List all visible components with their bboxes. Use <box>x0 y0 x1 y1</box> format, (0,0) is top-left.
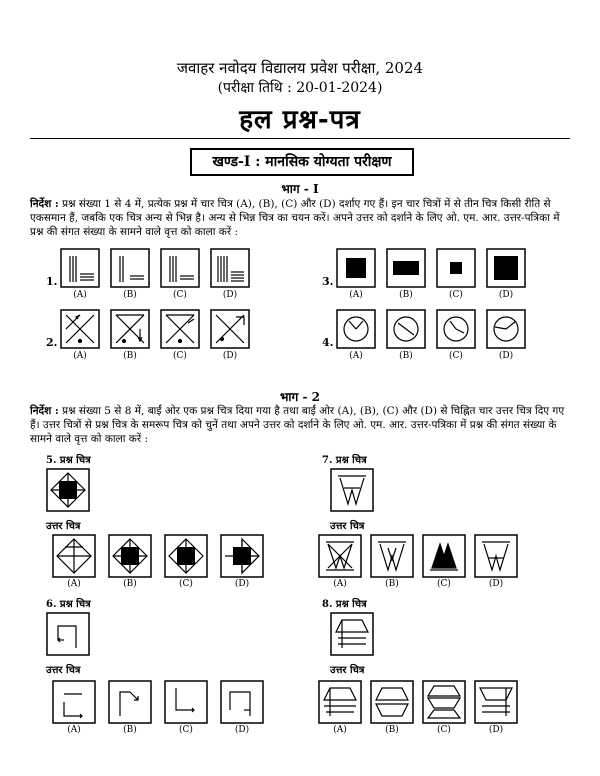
q2-label-b: (B) <box>123 351 137 361</box>
q5-option-d-figure <box>220 534 264 578</box>
q5-answer-label: उत्तर चित्र <box>46 521 81 532</box>
q5-question-figure <box>46 468 90 512</box>
q6-option-c-figure <box>164 680 208 724</box>
q5-option-a-figure <box>52 534 96 578</box>
q7-option-a-figure <box>318 534 362 578</box>
q6-label-a: (A) <box>67 725 81 735</box>
q4-option-a-figure <box>336 309 376 349</box>
q7-label-a: (A) <box>333 579 347 589</box>
q2-option-d-figure <box>210 309 250 349</box>
part2-instruction <box>30 404 575 446</box>
q6-label-c: (C) <box>179 725 193 735</box>
q4-label-c: (C) <box>449 351 463 361</box>
q3-option-a-figure <box>336 248 376 288</box>
q6-option-d-figure <box>220 680 264 724</box>
q3-label-a: (A) <box>349 290 363 300</box>
q8-option-d-figure <box>474 680 518 724</box>
q6-label-d: (D) <box>234 725 250 735</box>
q7-option-c-figure <box>422 534 466 578</box>
q3-number: 3. <box>322 275 334 288</box>
section-title: खण्ड-I : मानसिक योग्यता परीक्षण <box>190 148 414 176</box>
q4-label-a: (A) <box>349 351 363 361</box>
q7-question-figure <box>330 468 374 512</box>
q5-heading: 5. प्रश्न चित्र <box>46 455 91 466</box>
q5-label-c: (C) <box>179 579 193 589</box>
part1-heading: भाग - I <box>281 182 319 196</box>
q1-option-d-figure <box>210 248 250 288</box>
q4-option-b-figure <box>386 309 426 349</box>
q2-label-c: (C) <box>173 351 187 361</box>
q2-label-a: (A) <box>73 351 87 361</box>
q1-label-c: (C) <box>173 290 187 300</box>
q8-question-figure <box>330 612 374 656</box>
q7-heading: 7. प्रश्न चित्र <box>322 455 367 466</box>
q8-label-d: (D) <box>488 725 504 735</box>
q6-answer-label: उत्तर चित्र <box>46 665 81 676</box>
q4-label-d: (D) <box>498 351 514 361</box>
q1-label-b: (B) <box>123 290 137 300</box>
q3-option-d-figure <box>486 248 526 288</box>
q7-option-d-figure <box>474 534 518 578</box>
instruction-label: निर्देश : <box>30 198 59 210</box>
q6-option-b-figure <box>108 680 152 724</box>
q3-label-b: (B) <box>399 290 413 300</box>
part1-instruction <box>30 197 575 239</box>
q7-answer-label: उत्तर चित्र <box>330 521 365 532</box>
q8-answer-label: उत्तर चित्र <box>330 665 365 676</box>
q7-option-b-figure <box>370 534 414 578</box>
q2-option-a-figure <box>60 309 100 349</box>
q8-label-a: (A) <box>333 725 347 735</box>
q6-question-figure <box>46 612 90 656</box>
q7-label-d: (D) <box>488 579 504 589</box>
q5-option-b-figure <box>108 534 152 578</box>
q6-label-b: (B) <box>123 725 137 735</box>
main-title: हल प्रश्न-पत्र <box>239 105 361 135</box>
q7-label-b: (B) <box>385 579 399 589</box>
exam-date: (परीक्षा तिथि : 20-01-2024) <box>217 80 383 96</box>
q1-label-a: (A) <box>73 290 87 300</box>
title-rule <box>30 138 570 139</box>
q8-label-c: (C) <box>437 725 451 735</box>
q5-label-b: (B) <box>123 579 137 589</box>
q1-label-d: (D) <box>222 290 238 300</box>
q6-option-a-figure <box>52 680 96 724</box>
q1-option-a-figure <box>60 248 100 288</box>
q8-label-b: (B) <box>385 725 399 735</box>
q5-option-c-figure <box>164 534 208 578</box>
instruction-label: निर्देश : <box>30 405 59 417</box>
q1-number: 1. <box>46 275 58 288</box>
q5-label-d: (D) <box>234 579 250 589</box>
q7-label-c: (C) <box>437 579 451 589</box>
q4-number: 4. <box>322 336 334 349</box>
q8-option-a-figure <box>318 680 362 724</box>
q6-heading: 6. प्रश्न चित्र <box>46 599 91 610</box>
q3-option-b-figure <box>386 248 426 288</box>
q4-option-c-figure <box>436 309 476 349</box>
exam-title: जवाहर नवोदय विद्यालय प्रवेश परीक्षा, 2024 <box>176 59 424 77</box>
q2-option-c-figure <box>160 309 200 349</box>
q5-label-a: (A) <box>67 579 81 589</box>
q8-heading: 8. प्रश्न चित्र <box>322 599 367 610</box>
q2-option-b-figure <box>110 309 150 349</box>
q1-option-b-figure <box>110 248 150 288</box>
instruction-text: प्रश्न संख्या 1 से 4 में, प्रत्येक प्रश्न में चार चित्र (A), (B), (C) और (D) दर्शाए गए हैं। इन चार चित्रों में से तीन चित्र किसी रीति से एकसमान हैं, जबकि एक चित्र अन्य से भिन्न है। अन्य से भिन्न चित्र का चयन करें। अपने उत्तर को दर्शाने के लिए ओ. एम. आर. उत्तर-पत्रिका में प्रश्न की संगत संख्या के सामने वाले वृत्त को काला करें : <box>30 198 560 238</box>
part2-heading: भाग - 2 <box>280 390 320 404</box>
instruction-text: प्रश्न संख्या 5 से 8 में, बाईं ओर एक प्रश्न चित्र दिया गया है तथा बाईं ओर (A), (B), (C) और (D) से चिह्नित चार उत्तर चित्र दिए गए हैं। उत्तर चित्रों से प्रश्न चित्र के समरूप चित्र को चुनें तथा अपने उत्तर को दर्शाने के लिए ओ. एम. आर. उत्तर-पत्रिका में प्रश्न की संगत संख्या के सामने वाले वृत्त को काला करें : <box>30 405 565 445</box>
q8-option-b-figure <box>370 680 414 724</box>
q4-option-d-figure <box>486 309 526 349</box>
q3-option-c-figure <box>436 248 476 288</box>
q4-label-b: (B) <box>399 351 413 361</box>
q1-option-c-figure <box>160 248 200 288</box>
q2-label-d: (D) <box>222 351 238 361</box>
q2-number: 2. <box>46 336 58 349</box>
q3-label-c: (C) <box>449 290 463 300</box>
q8-option-c-figure <box>422 680 466 724</box>
q3-label-d: (D) <box>498 290 514 300</box>
